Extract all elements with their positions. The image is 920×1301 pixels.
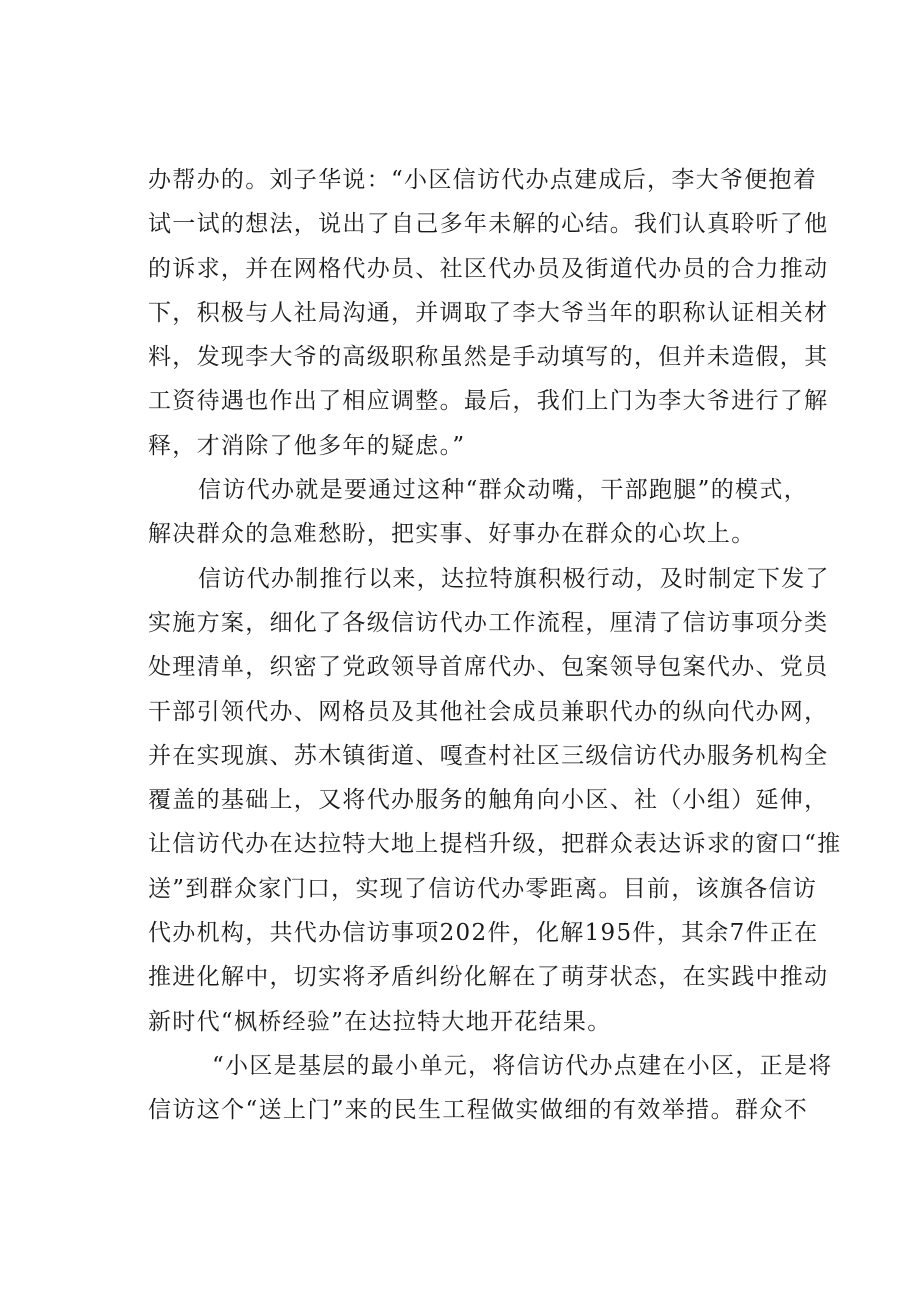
paragraph-4 [148, 1044, 833, 1133]
paragraph-2 [148, 468, 808, 557]
text-line: “小区是基层的最小单元，将信访代办点建在小区，正是将 [212, 1052, 833, 1079]
text-line: 代办机构，共代办信访事项202件，化解195件，其余7件正在 [148, 920, 819, 947]
text-line: 推进化解中，切实将矛盾纠纷化解在了萌芽状态，在实践中推动 [148, 964, 829, 991]
text-line: 工资待遇也作出了相应调整。最后，我们上门为李大爷进行了解 [148, 388, 829, 415]
document-body [148, 158, 842, 1133]
text-line: 送”到群众家门口，实现了信访代办零距离。目前，该旗各信访 [148, 875, 818, 902]
text-line: 试一试的想法，说出了自己多年未解的心结。我们认真聆听了他 [148, 211, 829, 238]
text-line: 并在实现旗、苏木镇街道、嘎查村社区三级信访代办服务机构全 [148, 742, 829, 769]
text-line: 解决群众的急难愁盼，把实事、好事办在群众的心坎上。 [148, 521, 756, 548]
text-line: 信访代办制推行以来，达拉特旗积极行动，及时制定下发了 [198, 565, 830, 592]
text-line: 释，才消除了他多年的疑虑。” [148, 432, 466, 459]
text-line: 信访代办就是要通过这种“群众动嘴，干部跑腿”的模式， [198, 477, 808, 504]
text-line: 让信访代办在达拉特大地上提档升级，把群众表达诉求的窗口“推 [148, 831, 842, 858]
text-line: 覆盖的基础上，又将代办服务的触角向小区、社（小组）延伸， [148, 787, 829, 814]
text-line: 新时代“枫桥经验”在达拉特大地开花结果。 [148, 1008, 612, 1035]
text-line: 干部引领代办、网格员及其他社会成员兼职代办的纵向代办网， [148, 698, 829, 725]
text-line: 下，积极与人社局沟通，并调取了李大爷当年的职称认证相关材 [148, 299, 829, 326]
text-line: 信访这个“送上门”来的民生工程做实做细的有效举措。群众不 [148, 1097, 808, 1124]
text-line: 办帮办的。刘子华说：“小区信访代办点建成后，李大爷便抱着 [148, 167, 818, 193]
text-line: 处理清单，织密了党政领导首席代办、包案领导包案代办、党员 [148, 654, 829, 681]
text-line: 实施方案，细化了各级信访代办工作流程，厘清了信访事项分类 [148, 609, 829, 636]
text-line: 的诉求，并在网格代办员、社区代办员及街道代办员的合力推动 [148, 255, 829, 282]
paragraph-1 [148, 158, 829, 468]
text-line: 料，发现李大爷的高级职称虽然是手动填写的，但并未造假，其 [148, 344, 829, 371]
paragraph-3 [148, 557, 842, 1044]
